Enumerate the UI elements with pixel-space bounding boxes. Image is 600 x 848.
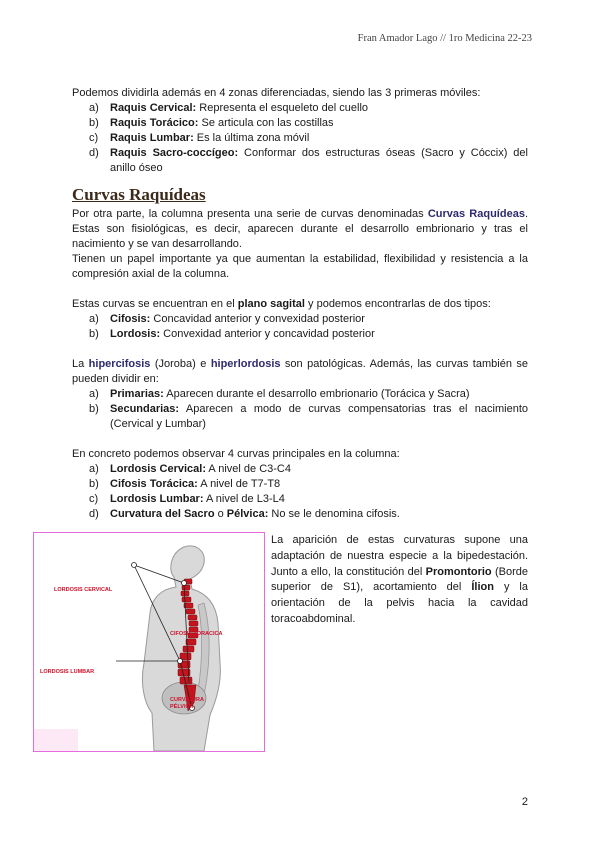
paragraph-principales: En concreto podemos observar 4 curvas principales en la columna:: [72, 448, 400, 460]
list-item: b) Secundarias: Aparecen a modo de curvas compensatorias tras el nacimiento (Cervical y Lumbar): [89, 403, 528, 430]
paragraph-patologicas: La hipercifosis (Joroba) e hiperlordosis son patológicas. Además, las curvas también se pueden dividir en:: [72, 358, 528, 385]
list-item: c) Lordosis Lumbar: A nivel de L3-L4: [89, 493, 285, 505]
divisions-list: [72, 387, 528, 432]
label-pelvica: PÉLVICA: [170, 704, 194, 710]
list-item: a) Primarias: Aparecen durante el desarrollo embrionario (Torácica y Sacra): [89, 388, 470, 400]
intro-paragraph: Podemos dividirla además en 4 zonas diferenciadas, siendo las 3 primeras móviles:: [72, 87, 481, 99]
paragraph-curvas: Por otra parte, la columna presenta una serie de curvas denominadas Curvas Raquídeas. Estas son fisiológicas, es decir, aparecen durante el desarrollo embrionario y tras el nacimiento y se van desarrollando.: [72, 208, 528, 250]
spine-illustration: [34, 533, 264, 751]
main-content: [72, 86, 528, 522]
page-number: 2: [521, 796, 528, 808]
page-header: Fran Amador Lago // 1ro Medicina 22-23: [357, 33, 532, 44]
list-item: c) Raquis Lumbar: Es la última zona móvil: [89, 132, 310, 144]
spine-figure: [33, 532, 265, 752]
list-item: d) Curvatura del Sacro o Pélvica: No se le denomina cifosis.: [89, 508, 400, 520]
types-list: [72, 312, 528, 342]
paragraph-funcion: Tienen un papel importante ya que aumentan la estabilidad, flexibilidad y resistencia a la compresión axial de la columna.: [72, 253, 528, 280]
label-cifosis-toracica: CIFOSIS TORACICA: [170, 631, 223, 637]
list-item: a) Raquis Cervical: Representa el esqueleto del cuello: [89, 102, 369, 114]
list-item: a) Lordosis Cervical: A nivel de C3-C4: [89, 463, 291, 475]
figure-caption-text: La aparición de estas curvaturas supone una adaptación de nuestra especie a la bipedestación. Junto a ello, la constitución del Promontorio (Borde superior de S1), acortamiento del Ílion y la orientación de la pelvis hacia la cavidad toracoabdominal.: [271, 534, 529, 625]
label-lordosis-cervical: LORDOSIS CERVICAL: [54, 587, 113, 593]
list-item: a) Cifosis: Concavidad anterior y convexidad posterior: [89, 313, 365, 325]
label-curvatura: CURVATURA: [170, 697, 204, 703]
watermark-patch: [34, 729, 78, 751]
list-item: b) Lordosis: Convexidad anterior y concavidad posterior: [89, 328, 375, 340]
zones-list: [72, 101, 528, 176]
list-item: d) Raquis Sacro-coccígeo: Conformar dos estructuras óseas (Sacro y Cóccix) del anillo óseo: [89, 147, 528, 174]
paragraph-plano: Estas curvas se encuentran en el plano sagital y podemos encontrarlas de dos tipos:: [72, 298, 491, 310]
curves-list: [72, 462, 528, 522]
section-title: Curvas Raquídeas: [72, 185, 206, 204]
list-item: b) Cifosis Torácica: A nivel de T7-T8: [89, 478, 281, 490]
list-item: b) Raquis Torácico: Se articula con las costillas: [89, 117, 334, 129]
label-lordosis-lumbar: LORDOSIS LUMBAR: [40, 669, 95, 675]
